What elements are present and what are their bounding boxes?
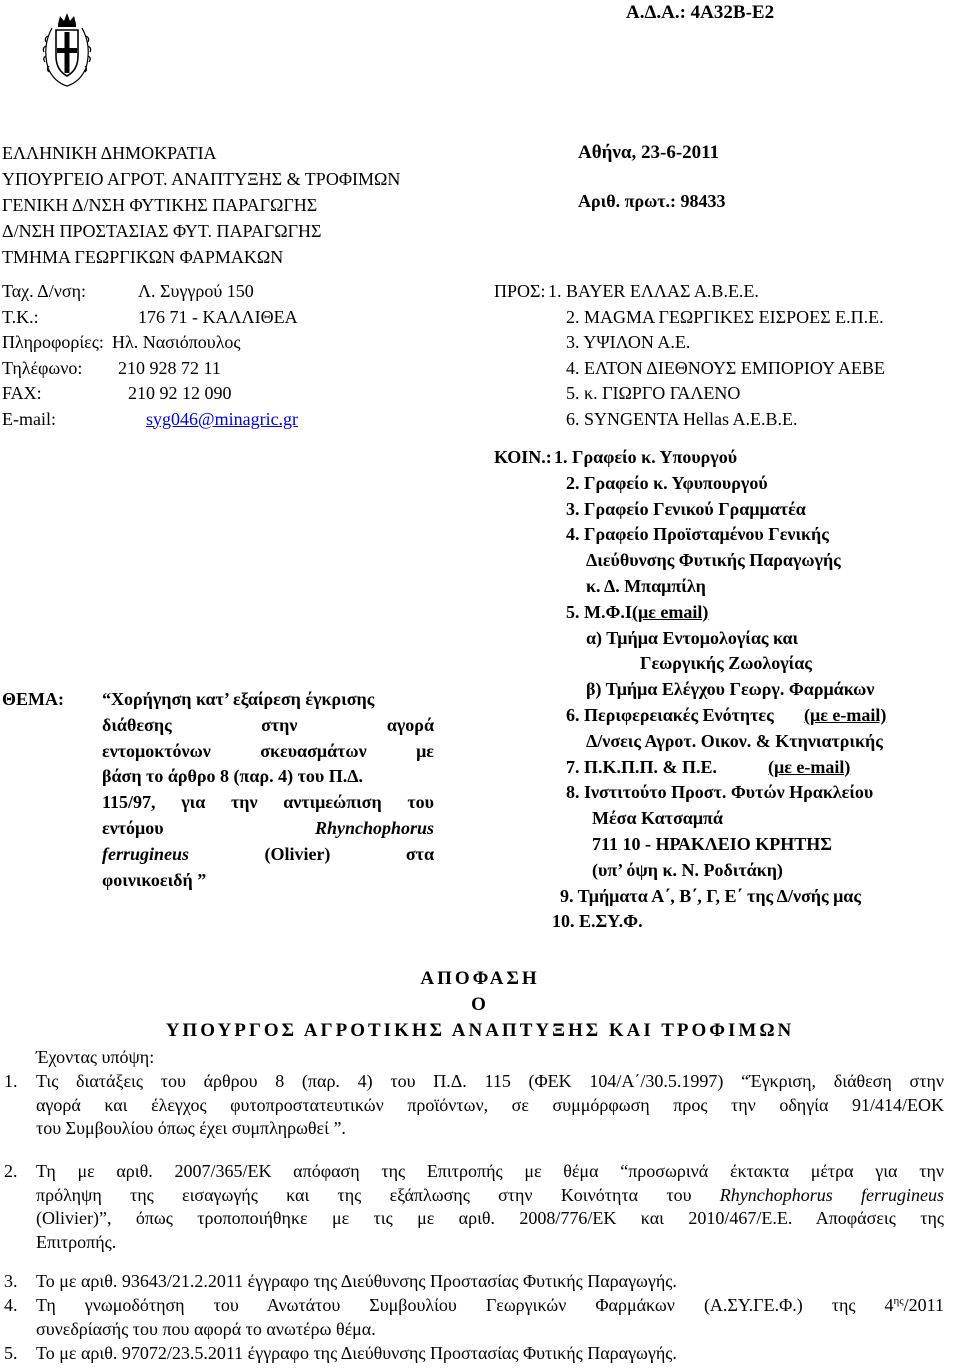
- item-line: αγορά και έλεγχος φυτοπροστατευτικών προϊόντων, σε συμμόρφωση προς την οδηγία 91/414/ΕΟΚ: [36, 1094, 944, 1115]
- cc-item: 3. Γραφείο Γενικού Γραμματέα: [566, 498, 806, 519]
- cc-item: 10. Ε.ΣΥ.Φ.: [552, 911, 643, 932]
- protocol-number: Αριθ. πρωτ.: 98433: [578, 191, 726, 211]
- species-name: ferrugineus: [102, 843, 190, 864]
- cc-item: 6. Περιφερειακές Ενότητες: [566, 704, 774, 725]
- address-value: 210 92 12 090: [128, 383, 232, 403]
- header-line: ΥΠΟΥΡΓΕΙΟ ΑΓΡΟΤ. ΑΝΑΠΤΥΞΗΣ & ΤΡΟΦΙΜΩΝ: [2, 169, 401, 189]
- cc-item: 4. Γραφείο Προϊσταμένου Γενικής: [566, 524, 829, 545]
- subject-word: αγορά: [386, 714, 434, 735]
- subject-word: με: [416, 740, 434, 761]
- subject-line: φοινικοειδή ”: [102, 869, 207, 890]
- item-line: Τις διατάξεις του άρθρου 8 (παρ. 4) του Π.Δ. 115 (ΦΕΚ 104/Α΄/30.5.1997) “Έγκριση, διάθεση στην: [36, 1071, 944, 1091]
- cc-item-detail: Δ/νσεις Αγροτ. Οικον. & Κτηνιατρικής: [586, 730, 883, 751]
- address-value: Λ. Συγγρού 150: [138, 281, 254, 301]
- cc-item: 2. Γραφείο κ. Υφυπουργού: [566, 472, 768, 493]
- recipient: 5. κ. ΓΙΩΡΓΟ ΓΑΛΕΝΟ: [566, 383, 741, 403]
- recipients-label: ΠΡΟΣ:: [494, 281, 546, 301]
- decision-article: Ο: [471, 994, 489, 1015]
- address-value: 210 928 72 11: [118, 357, 221, 378]
- cc-email-note: (με e-mail): [804, 704, 887, 725]
- address-label: FAX:: [2, 383, 42, 403]
- item-number: 1.: [4, 1071, 18, 1091]
- subject-word: διάθεσης: [102, 714, 172, 735]
- ada-code: Α.Δ.Α.: 4Α32Β-Ε2: [626, 2, 775, 23]
- issuer-header: [2, 140, 400, 270]
- subject-word: σκευασμάτων: [260, 740, 367, 761]
- cc-email-note: (με e-mail): [768, 756, 851, 777]
- subject-word: στα: [405, 843, 434, 864]
- species-name: Rhynchophorus ferrugineus: [719, 1184, 945, 1205]
- cc-item-detail: Γεωργικής Ζωολογίας: [640, 653, 812, 674]
- subject-word: την: [230, 792, 258, 813]
- subject-word: του: [407, 792, 434, 813]
- recipient: 4. ΕΛΤΟΝ ΔΙΕΘΝΟΥΣ ΕΜΠΟΡΙΟΥ ΑΕΒΕ: [566, 357, 885, 378]
- cc-item-detail: Μέσα Κατσαμπά: [592, 808, 723, 829]
- subject-label: ΘΕΜΑ:: [2, 689, 64, 709]
- ordinal-suffix: ης: [893, 1295, 904, 1307]
- header-line: ΕΛΛΗΝΙΚΗ ΔΗΜΟΚΡΑΤΙΑ: [2, 143, 217, 163]
- subject-word: 115/97,: [102, 792, 156, 813]
- item-line: (Olivier)”, όπως τροποποιήθηκε με τις με αριθ. 2008/776/ΕΚ και 2010/467/Ε.Ε. Αποφάσεις της: [36, 1208, 944, 1228]
- subject-word: για: [181, 792, 206, 813]
- header-line: ΤΜΗΜΑ ΓΕΩΡΓΙΚΩΝ ΦΑΡΜΑΚΩΝ: [2, 247, 284, 267]
- item-line: συνεδρίασής του που αφορά το ανωτέρω θέμα.: [36, 1318, 376, 1339]
- cc-item: 9. Τμήματα Α΄, Β΄, Γ, Ε΄ της Δ/νσής μας: [560, 885, 861, 906]
- cc-item-detail: 711 10 - ΗΡΑΚΛΕΙΟ ΚΡΗΤΗΣ: [592, 833, 833, 854]
- header-line: ΓΕΝΙΚΗ Δ/ΝΣΗ ΦΥΤΙΚΗΣ ΠΑΡΑΓΩΓΗΣ: [2, 195, 318, 215]
- recipient: 3. ΥΨΙΛΟΝ Α.Ε.: [566, 332, 691, 352]
- species-name: Rhynchophorus: [314, 817, 434, 838]
- address-label: Τ.Κ.:: [2, 306, 39, 327]
- address-value: 176 71 - ΚΑΛΛΙΘΕΑ: [138, 306, 298, 327]
- subject-word: εντομοκτόνων: [102, 740, 211, 761]
- item-number: 2.: [4, 1161, 18, 1181]
- address-label: E-mail:: [2, 408, 56, 429]
- subject-line: “Χορήγηση κατ’ εξαίρεση έγκρισης: [102, 689, 375, 709]
- recipient: 2. MAGMA ΓΕΩΡΓΙΚΕΣ ΕΙΣΡΟΕΣ Ε.Π.Ε.: [566, 306, 884, 327]
- date-block: [578, 140, 726, 214]
- greek-coat-of-arms-emblem: [34, 6, 100, 90]
- recipient: 1. BAYER ΕΛΛΑΣ Α.Β.Ε.Ε.: [548, 281, 759, 301]
- item-number: 4.: [4, 1295, 18, 1315]
- address-label: Πληροφορίες:: [2, 332, 104, 352]
- item-line: [36, 1292, 944, 1316]
- cc-item-detail: α) Τμήμα Εντομολογίας και: [586, 627, 799, 648]
- minister-title: ΥΠΟΥΡΓΟΣ ΑΓΡΟΤΙΚΗΣ ΑΝΑΠΤΥΞΗΣ ΚΑΙ ΤΡΟΦΙΜΩΝ: [165, 1020, 795, 1041]
- item-line: Το με αριθ. 93643/21.2.2011 έγγραφο της Διεύθυνσης Προστασίας Φυτικής Παραγωγής.: [36, 1271, 677, 1291]
- recipient: 6. SYNGENTA Hellas A.E.B.E.: [566, 408, 798, 429]
- item-line: του Συμβουλίου όπως έχει συμπληρωθεί ”.: [36, 1118, 346, 1138]
- cc-item-detail: κ. Δ. Μπαμπίλη: [586, 575, 706, 596]
- item-number: 5.: [4, 1343, 18, 1363]
- cc-item: 8. Ινστιτούτο Προστ. Φυτών Ηρακλείου: [566, 782, 874, 803]
- item-text: /2011: [903, 1295, 944, 1315]
- subject-word: εντόμου: [102, 817, 164, 838]
- document-date: Αθήνα, 23-6-2011: [578, 142, 720, 163]
- cc-item-detail: β) Τμήμα Ελέγχου Γεωργ. Φαρμάκων: [586, 679, 875, 700]
- subject-word: στην: [261, 714, 298, 735]
- header-line: Δ/ΝΣΗ ΠΡΟΣΤΑΣΙΑΣ ΦΥΤ. ΠΑΡΑΓΩΓΗΣ: [2, 221, 322, 241]
- item-line: [36, 1182, 944, 1206]
- subject-word: αντιμεώπιση: [283, 792, 382, 813]
- address-value: Ηλ. Νασιόπουλος: [112, 332, 241, 352]
- cc-item: 7. Π.Κ.Π.Π. & Π.Ε.: [566, 756, 718, 777]
- decision-heading: ΑΠΟΦΑΣΗ: [420, 968, 540, 989]
- item-line: Τη με αριθ. 2007/365/ΕΚ απόφαση της Επιτροπής με θέμα “προσωρινά έκτακτα μέτρα για την: [36, 1161, 944, 1181]
- cc-label: ΚΟΙΝ.:: [494, 447, 552, 467]
- item-number: 3.: [4, 1271, 18, 1291]
- subject-text: [102, 686, 434, 892]
- subject-line: βάση το άρθρο 8 (παρ. 4) του Π.Δ.: [102, 766, 363, 787]
- considering-label: Έχοντας υπόψη:: [36, 1047, 155, 1067]
- cc-item: 5. Μ.Φ.Ι.: [566, 601, 637, 622]
- subject-word: (Olivier): [264, 843, 331, 864]
- decision-title: [0, 966, 960, 1044]
- address-label: Ταχ. Δ/νση:: [2, 281, 87, 301]
- cc-email-note: (με email): [632, 601, 709, 622]
- address-label: Τηλέφωνο:: [2, 357, 83, 378]
- email-link[interactable]: syg046@minagric.gr: [146, 408, 299, 429]
- item-text: πρόληψη της εισαγωγής και της εξάπλωσης στην Κοινότητα του: [36, 1184, 692, 1205]
- item-line: Το με αριθ. 97072/23.5.2011 έγγραφο της Διεύθυνσης Προστασίας Φυτικής Παραγωγής.: [36, 1343, 677, 1363]
- cc-item: 1. Γραφείο κ. Υπουργού: [554, 447, 738, 467]
- cc-item-detail: Διεύθυνσης Φυτικής Παραγωγής: [586, 550, 841, 571]
- item-text: Τη γνωμοδότηση του Ανωτάτου Συμβουλίου Γεωργικών Φαρμάκων (Α.ΣΥ.ΓΕ.Φ.) της 4: [36, 1295, 894, 1315]
- item-line: Επιτροπής.: [36, 1231, 117, 1252]
- cc-item-detail: (υπ’ όψη κ. Ν. Ροδιτάκη): [592, 859, 783, 880]
